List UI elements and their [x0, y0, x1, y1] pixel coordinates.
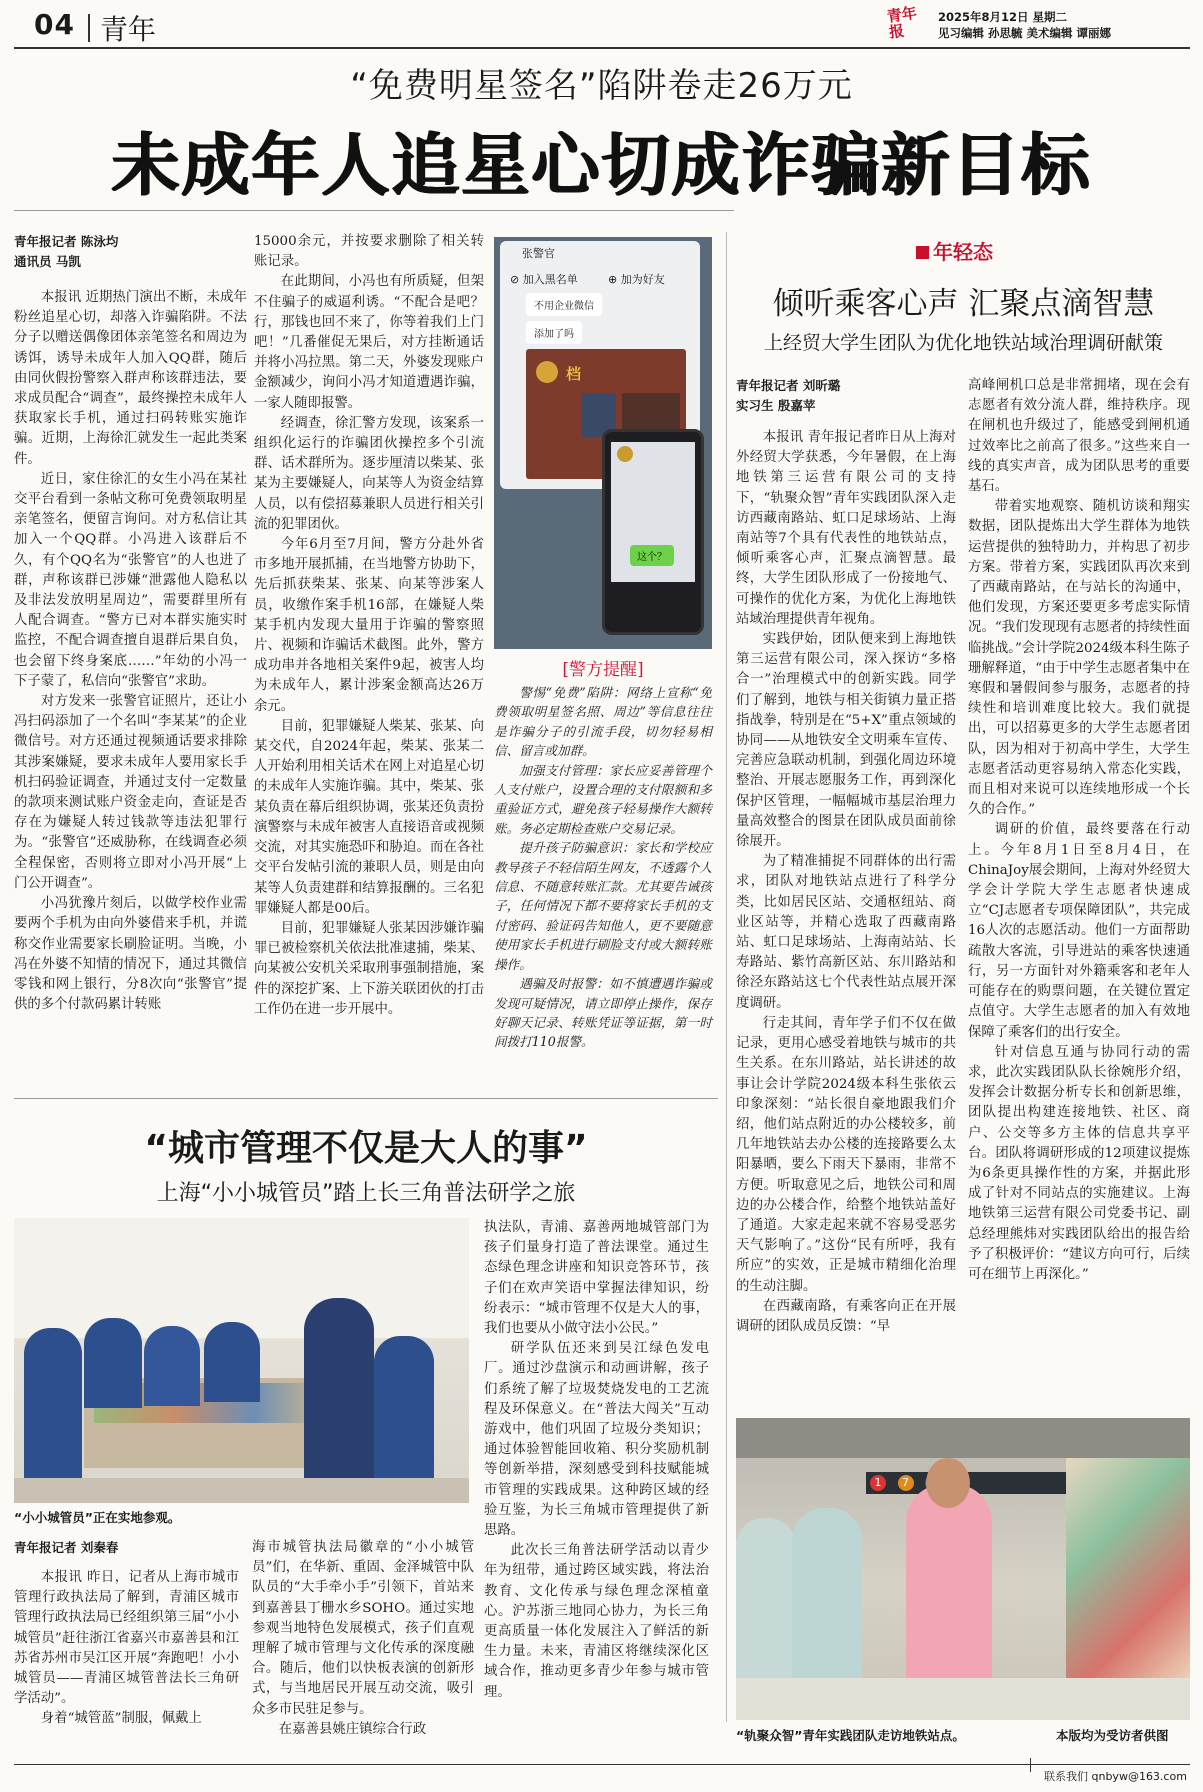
- story3-top-rule: [14, 1098, 718, 1099]
- paragraph: 针对信息互通与协同行动的需求，此次实践团队队长徐婉彤介绍，发挥会计数据分析专长和创新思维，团队提出构建连接地铁、社区、商户、公交等多方主体的信息共享平台。团队将调研形成的12项建议提炼为6条更具操作性的方案，并据此形成了针对不同站点的实施建议。上海地铁第三运营有限公司党委书记、副总经理熊炜对实践团队给出的报告给予了积极评价：“建议方向可行，后续可在细节上再深化。”: [968, 1044, 1190, 1282]
- paragraph: 在西藏南路，有乘客向正在开展调研的团队成员反馈：“早: [736, 1298, 956, 1334]
- story1-rule: [14, 210, 734, 211]
- paragraph: 近日，家住徐汇的女生小冯在某社交平台看到一条帖文称可免费领取明星亲笔签名，便留言询问。对方私信让其加入一个QQ群。小冯进入该群后不久，有个QQ名为“张警官”的人也进了群，声称该群已涉嫌“泄露他人隐私以及非法发放明星周边”，需要群里所有人配合调查。“警方已对本群实施实时监控，不配合调查擅自退群后果自负，也会留下终身案底……”年幼的小冯一下子蒙了，私信向“张警官”求助。: [14, 471, 247, 689]
- chat-bubble: 这个？: [630, 545, 674, 566]
- story2-subhead: 上经贸大学生团队为优化地铁站域治理调研献策: [763, 332, 1163, 354]
- footer-tick: [1030, 1758, 1031, 1772]
- paragraph: 目前，犯罪嫌疑人柴某、张某、向某交代，自2024年起，柴某、张某二人开始利用相关话术在网上对追星心切的未成年人实施诈骗。其中，柴某、张某负责在幕后组织协调，张某还负责扮演警察与未成年被害人直接语音或视频交流，对其实施恐吓和胁迫。而在各社交平台发帖引流的兼职人员，则是由向某等人负责建群和结算报酬的。三名犯罪嫌疑人都是00后。: [254, 718, 484, 916]
- paragraph: 经调查，徐汇警方发现，该案系一组织化运行的诈骗团伙操控多个引流群、话术群所为。逐步厘清以柴某、张某为主要嫌疑人，向某等人为资金结算人员，以有偿招募兼职人员进行相关引流的犯罪团伙。: [254, 415, 484, 532]
- issue-date: 2025年8月12日 星期二: [938, 10, 1068, 24]
- paragraph: 对方发来一张警官证照片，还让小冯扫码添加了一个名叫“李某某”的企业微信号。对方还通过视频通话要求排除其涉案嫌疑，要求未成年人要用家长手机扫码验证调查，并通过支付一定数量的款项来测试账户资金走向，查证是否存在为嫌疑人转过钱款等违法犯罪行为。“张警官”还威胁称，在线调查必须全程保密，否则将立即对小冯开展“上门公开调查”。: [14, 694, 247, 891]
- child-figure: [84, 1318, 142, 1408]
- id-card-badge: 档: [566, 365, 582, 383]
- paragraph: 海市城管执法局徽章的“小小城管员”们，在华新、重固、金泽城管中队队员的“大手牵小手”引领下，首站来到嘉善县丁栅水乡SOHO。通过实地参观当地特色发展模式，孩子们直观理解了城市管理与文化传承的深度融合。随后，他们以快板表演的创新形式，与当地居民开展互动交流，吸引众多市民驻足参与。: [252, 1540, 474, 1717]
- phone-screen-2: [602, 429, 704, 635]
- paragraph: 在此期间，小冯也有所质疑，但架不住骗子的威逼利诱。“不配合是吧？行，那钱也回不来了，你等着我们上门吧！”几番催促无果后，对方挂断通话并将小冯拉黑。第二天，外婆发现账户金额减少，询问小冯才知道遭遇诈骗，一家人随即报警。: [254, 274, 484, 411]
- paragraph: 调研的价值，最终要落在行动上。今年8月1日至8月4日，在ChinaJoy展会期间，上海对外经贸大学会计学院大学生志愿者快速成立“CJ志愿者专项保障团队”，共完成16人次的志愿活动。他们一方面帮助疏散大客流，引导进站的乘客快速通行，另一方面针对外籍乘客和老年人可能存在的购票问题，在关键位置定点值守。大学生志愿者的加入有效地保障了乘客们的出行安全。: [968, 822, 1190, 1040]
- story3-headline: “城市管理不仅是大人的事”: [144, 1128, 588, 1169]
- paragraph: 15000余元，并按要求删除了相关转账记录。: [254, 234, 484, 270]
- tag-square-icon: [916, 246, 929, 259]
- story1-kicker: “免费明星签名”陷阱卷走26万元: [350, 66, 853, 106]
- child-figure: [24, 1328, 82, 1478]
- column-tag: 年轻态: [916, 236, 993, 265]
- story3-column-3: [484, 1218, 709, 1730]
- kids-visit-photo: [14, 1218, 469, 1503]
- floor-tiles: [736, 1678, 1190, 1720]
- block-icon: ⊘: [510, 273, 523, 286]
- header-rule: [14, 47, 1190, 49]
- police-emblem-icon: [536, 361, 558, 383]
- story1-column-1: [14, 232, 247, 1040]
- metro-visit-photo: [736, 1418, 1190, 1720]
- paragraph: 小冯犹豫片刻后，以做学校作业需要两个手机为由向外婆借来手机，并谎称交作业需要家长刷脸证明。当晚，小冯在外婆不知情的情况下，通过其微信零钱和网上银行，分8次向“张警官”提供的多个付款码累计转账: [14, 896, 247, 1013]
- section-name: 青年: [100, 13, 157, 46]
- tip-paragraph: 警惕“免费”陷阱：网络上宣称“免费领取明星签名照、周边”等信息往往是诈骗分子的引流手段，切勿轻易相信、留言或加群。: [494, 685, 712, 759]
- paragraph: 为了精准捕捉不同群体的出行需求，团队对地铁站点进行了科学分类，比如居民区站、交通枢纽站、商业区站等，并精心选取了西藏南路站、虹口足球场站、上海南站站、长寿路站、紫竹高新区站、东川路站和徐泾东路站这七个代表性站点展开深度调研。: [736, 854, 956, 1011]
- chat-menu-item: ⊘ 加入黑名单: [510, 273, 578, 286]
- paragraph: 本报讯 近期热门演出不断，未成年粉丝追星心切，却落入诈骗陷阱。不法分子以赠送偶像团体亲笔签名和周边为诱饵，诱导未成年人加入QQ群，随后由同伙假扮警察入群声称该群违法，要求成员配合“调查”，最终操控未成年人获取家长手机，通过扫码转账实施诈骗。近期，上海徐汇就发生一起此类案件。: [14, 290, 247, 467]
- add-user-icon: ⊕: [608, 273, 621, 286]
- chat-bubble: 添加了吗: [526, 321, 582, 344]
- story3-column-1: [14, 1538, 239, 1730]
- tip-paragraph: 遇骗及时报警：如不慎遭遇诈骗或发现可疑情况，请立即停止操作，保存好聊天记录、转账凭证等证据，第一时间拨打110报警。: [494, 976, 712, 1050]
- floor: [14, 1478, 469, 1503]
- story2-column-2: [968, 376, 1190, 1408]
- paragraph: 目前，犯罪嫌疑人张某因涉嫌诈骗罪已被检察机关依法批准逮捕，柴某、向某被公安机关采取刑事强制措施，案件的深挖扩案、上下游关联团伙的打击工作仍在进一步开展中。: [254, 920, 484, 1017]
- paragraph: 执法队，青浦、嘉善两地城管部门为孩子们量身打造了普法课堂。通过生态绿色理念讲座和知识竞答环节，孩子们在欢声笑语中掌握法律知识，纷纷表示：“城市管理不仅是大人的事，我们也要从小做守法小公民。”: [484, 1220, 709, 1337]
- page-number: 04: [34, 8, 75, 41]
- chat-screenshot-photo: [494, 237, 712, 649]
- adult-figure: [304, 1298, 374, 1488]
- metro-photo-caption: “轨聚众智”青年实践团队走访地铁站点。: [736, 1728, 965, 1743]
- mural-wall: [1066, 1458, 1190, 1698]
- story2-column-1: [736, 376, 956, 1426]
- child-figure: [144, 1326, 200, 1406]
- back-wall: [14, 1218, 469, 1338]
- line-badge: 7: [898, 1475, 914, 1491]
- police-tip-body: [494, 683, 712, 1050]
- story1-byline: 青年报记者 陈泳均 通讯员 马凯: [14, 234, 119, 269]
- story3-column-2: [252, 1538, 474, 1737]
- story2-headline: 倾听乘客心声 汇聚点滴智慧: [772, 286, 1155, 322]
- story1-column-2: [254, 232, 484, 1040]
- phone-emblem-icon: [617, 446, 633, 462]
- paragraph: 行走其间，青年学子们不仅在做记录，更用心感受着地铁与城市的共生关系。在东川路站，站长讲述的故事让会计学院2024级本科生张依云印象深刻：“站长很自豪地跟我们介绍，他们站点附近的办公楼较多，前几年地铁站去办公楼的连接路要么太阳暴晒，要么下雨天下暴雨，非常不方便。听取意见之后，地铁公司和周边的办公楼合作，给整个地铁站盖好了通道。大家走起来就不容易受恶劣天气影响了。”这份“民有所呼，我有所应”的实效，正是城市精细化治理的生动注脚。: [736, 1015, 956, 1294]
- newspaper-logo: 青年报: [885, 3, 918, 42]
- paragraph: 身着“城管蓝”制服，佩戴上: [40, 1711, 202, 1727]
- story3-subhead: 上海“小小城管员”踏上长三角普法研学之旅: [156, 1181, 576, 1206]
- paragraph: 今年6月至7月间，警方分赴外省市多地开展抓捕，在当地警方协助下，先后抓获柴某、张某、向某等涉案人员，收缴作案手机16部，在嫌疑人柴某手机内发现大量用于诈骗的警察照片、视频和诈骗话术截图。此外，警方成功串并各地相关案件9起，被害人均为未成年人，累计涉案金额高达26万余元。: [254, 537, 484, 714]
- staff-head: [926, 1458, 970, 1508]
- paragraph: 带着实地观察、随机访谈和翔实数据，团队提炼出大学生群体为地铁运营提供的独特助力，并构思了初步方案。带着方案，实践团队再次来到了西藏南路站，在与站长的沟通中，他们发现，方案还要更多考虑实际情况。“我们发现现有志愿者的持续性面临挑战。”会计学院2024级本科生陈子珊解释道，“由于中学生志愿者集中在寒假和暑假间参与服务，志愿者的持续性和培训难度比较大。我们就提出，可以招募更多的大学生志愿者团队，因为相对于初高中学生，大学生志愿者活动更容易纳入常态化实践，而且相对来说可以连续地形成一个长久的合作。”: [968, 499, 1190, 818]
- tip-paragraph: 提升孩子防骗意识：家长和学校应教导孩子不轻信陌生网友，不透露个人信息、不随意转账汇款。尤其要告诫孩子，任何情况下都不要将家长手机的支付密码、验证码告知他人，更不要随意使用家长手机进行刷脸支付或大额转账操作。: [494, 840, 712, 972]
- paragraph: 本报讯 青年报记者昨日从上海对外经贸大学获悉，今年暑假，在上海地铁第三运营有限公司的支持下，“轨聚众智”青年实践团队深入走访西藏南路站、虹口足球场站、上海南站等7个具有代表性的地铁站点，倾听乘客心声，汇聚点滴智慧。最终，大学生团队形成了一份接地气、可操作的优化方案，为优化上海地铁站域治理提供青年视角。: [736, 430, 956, 627]
- station-sign: [866, 1472, 1096, 1494]
- paragraph: 本报讯 昨日，记者从上海市城市管理行政执法局了解到，青浦区城市管理行政执法局已经组织第三届“小小城管员”赶往浙江省嘉兴市嘉善县和江苏省苏州市吴江区开展“奔跑吧！小小城管员——青浦区城管普法长三角研学活动”。: [14, 1570, 239, 1707]
- story3-byline: 青年报记者 刘秦春: [14, 1540, 119, 1555]
- footer-rule: [14, 1764, 1190, 1765]
- paragraph: 实践伊始，团队便来到上海地铁第三运营有限公司，深入探访“多格合一”治理模式中的创新实践。同学们了解到，地铁与相关街镇力量正搭指战拳，特别是在“5+X”重点领域的协同——从地铁安全文明乘车宣传、完善应急联动机制，到强化周边环境整治、开展志愿服务工作，再到深化保护区管理，一幅幅城市基层治理力量高效整合的图景在团队成员面前徐徐展开。: [736, 632, 956, 850]
- paragraph: 在嘉善县姚庄镇综合行政: [278, 1721, 427, 1737]
- photo-credit: 本版均为受访者供图: [1056, 1728, 1169, 1743]
- child-figure: [374, 1336, 434, 1496]
- story1-headline: 未成年人追星心切成诈骗新目标: [111, 127, 1092, 206]
- ceiling: [736, 1418, 1190, 1458]
- chat-bubble: 不用企业微信: [526, 293, 602, 316]
- paragraph: 此次长三角普法研学活动以青少年为纽带，通过跨区域实践，将法治教育、文化传承与绿色理念深植童心。沪苏浙三地同心协力，为长三角更高质量一体化发展注入了鲜活的新生力量。未来，青浦区将继续深化区域合作，推动更多青少年参与城市管理。: [484, 1543, 709, 1700]
- chat-title: 张警官: [522, 247, 555, 260]
- chat-menu-item: ⊕ 加为好友: [608, 273, 665, 286]
- header-divider: [88, 14, 90, 42]
- police-tip-title: [警方提醒]: [562, 660, 644, 680]
- kids-photo-caption: “小小城管员”正在实地参观。: [14, 1510, 181, 1525]
- editors-line: 见习编辑 孙思毓 美术编辑 谭丽娜: [938, 26, 1112, 40]
- story2-byline: 青年报记者 刘昕璐 实习生 殷嘉苹: [736, 378, 841, 413]
- tip-paragraph: 加强支付管理：家长应妥善管理个人支付账户，设置合理的支付限额和多重验证方式，避免孩子轻易操作大额转账。务必定期检查账户交易记录。: [494, 762, 712, 836]
- paragraph: 高峰闸机口总是非常拥堵，现在会有志愿者有效分流人群，维持秩序。现在闸机也升级过了，能感受到闸机通过效率比之前高了很多。”这些来自一线的真实声音，成为团队思考的重要基石。: [968, 378, 1190, 495]
- column-divider: [726, 232, 727, 1722]
- child-figure: [204, 1322, 260, 1402]
- footer-contact: 联系我们 qnbyw@163.com: [1044, 1770, 1187, 1783]
- paragraph: 研学队伍还来到吴江绿色发电厂。通过沙盘演示和动画讲解，孩子们系统了解了垃圾焚烧发电的工艺流程及环保意义。在“普法大闯关”互动游戏中，他们巩固了垃圾分类知识；通过体验智能回收箱、积分奖励机制等创新举措，深刻感受到科技赋能城市管理的实践成果。这种跨区域的经验互鉴，为长三角城市管理提供了新思路。: [484, 1341, 709, 1539]
- line-badge: 1: [870, 1475, 886, 1491]
